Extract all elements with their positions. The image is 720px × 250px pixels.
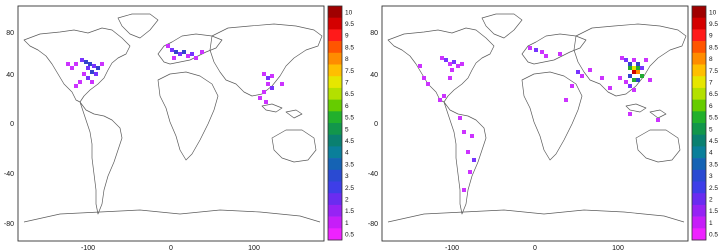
data-cell [628,74,632,78]
colorbar-swatch [328,205,342,217]
colorbar-swatch [328,228,342,240]
data-cell [190,52,194,56]
data-cell [644,58,648,62]
colorbar-swatch [328,193,342,205]
data-cell [182,50,186,54]
data-cell [438,98,442,102]
data-cell [258,96,262,100]
data-cell [86,76,90,80]
data-cell [178,52,182,56]
y-tick-label: 40 [370,72,378,79]
colorbar-tick-label: 3 [709,173,713,181]
colorbar-tick-label: 1.5 [709,208,719,216]
data-cell [82,72,86,76]
right-map-y-axis [368,30,378,228]
data-cell [624,80,628,84]
data-cell [636,66,640,70]
colorbar-tick-label: 10 [345,9,353,17]
data-cell [624,58,628,62]
colorbar-tick-label: 8.5 [709,44,719,52]
colorbar-swatch [692,41,706,53]
colorbar-swatch [328,100,342,112]
colorbar-swatch [692,29,706,41]
right-map-panel [368,6,688,250]
y-tick-label: -80 [367,221,378,228]
colorbar-tick-label: 9.5 [345,20,355,28]
left-map-y-axis [4,30,14,228]
y-tick-label: 0 [374,121,378,128]
colorbar-tick-label: 9.5 [709,20,719,28]
data-cell [640,66,644,70]
colorbar-swatch [328,18,342,30]
colorbar-tick-label: 3 [345,173,349,181]
data-cell [636,62,640,66]
data-cell [628,66,632,70]
data-cell [636,70,640,74]
colorbar-tick-label: 8 [709,56,713,64]
left-map-panel [4,6,324,250]
data-cell [70,66,74,70]
colorbar-swatch [692,205,706,217]
data-cell [88,62,92,66]
colorbar-tick-label: 5.5 [709,114,719,122]
data-cell [450,68,454,72]
data-cell [170,48,174,52]
data-cell [468,170,472,174]
data-cell [472,158,476,162]
colorbar-tick-label: 1.5 [345,208,355,216]
data-cell [632,78,636,82]
data-cell [540,50,544,54]
data-cell [86,66,90,70]
left-map-x-axis [81,245,260,250]
y-tick-label: 0 [10,121,14,128]
colorbar-swatch [328,158,342,170]
data-cell [280,82,284,86]
colorbar-tick-label: 5 [709,126,713,134]
x-tick-label: -100 [444,245,460,250]
colorbar-tick-label: 4.5 [709,137,719,145]
data-cell [448,76,452,80]
data-cell [618,76,622,80]
data-cell [264,100,268,104]
colorbar-tick-label: 2 [709,196,713,204]
data-cell [66,62,70,66]
y-tick-label: -40 [3,171,14,178]
data-cell [558,52,562,56]
x-tick-label: -100 [80,245,96,250]
colorbar-tick-label: 6.5 [709,91,719,99]
data-cell [534,48,538,52]
data-cell [632,66,636,70]
data-cell [166,44,170,48]
data-cell [426,82,430,86]
data-cell [80,58,84,62]
colorbar-swatch [328,217,342,229]
data-cell [580,74,584,78]
colorbar-swatch [692,100,706,112]
colorbar-tick-label: 2 [345,196,349,204]
colorbar-tick-label: 8.5 [345,44,355,52]
data-cell [528,46,532,50]
data-cell [90,70,94,74]
colorbar-swatch [692,76,706,88]
colorbar-swatch [328,135,342,147]
colorbar-swatch [328,170,342,182]
data-cell [266,82,270,86]
data-cell [608,86,612,90]
x-tick-label: 0 [533,245,537,250]
colorbar-tick-label: 0.5 [709,231,719,239]
colorbar-tick-label: 0.5 [345,231,355,239]
colorbar-swatch [328,65,342,77]
y-tick-label: -80 [3,221,14,228]
colorbar-swatch [692,228,706,240]
colorbar-tick-label: 5.5 [345,114,355,122]
colorbar-tick-label: 3.5 [709,161,719,169]
colorbar-tick-label: 7 [709,79,713,87]
data-cell [440,56,444,60]
data-cell [452,60,456,64]
data-cell [636,78,640,82]
y-tick-label: 80 [370,30,378,37]
data-cell [100,62,104,66]
colorbar-tick-label: 9 [345,32,349,40]
data-cell [628,62,632,66]
colorbar-tick-label: 6 [345,102,349,110]
data-cell [628,84,632,88]
colorbar-swatch [328,41,342,53]
data-cell [632,88,636,92]
data-cell [458,116,462,120]
data-cell [266,76,270,80]
data-cell [94,72,98,76]
colorbar-tick-label: 6.5 [345,91,355,99]
data-cell [628,112,632,116]
data-cell [270,74,274,78]
colorbar-swatch [328,88,342,100]
data-cell [470,134,474,138]
colorbar-tick-label: 2.5 [345,184,355,192]
data-cell [544,54,548,58]
data-cell [570,84,574,88]
data-cell [656,118,660,122]
colorbar-tick-label: 5 [345,126,349,134]
colorbar-swatch [692,65,706,77]
data-cell [74,84,78,88]
colorbar-swatch [692,53,706,65]
colorbar-tick-label: 8 [345,56,349,64]
colorbar-tick-label: 4 [709,149,713,157]
x-tick-label: 100 [612,245,624,250]
data-cell [262,72,266,76]
data-cell [92,64,96,68]
y-tick-label: 40 [6,72,14,79]
colorbar-swatch [692,217,706,229]
colorbar-swatch [328,29,342,41]
data-cell [96,66,100,70]
data-cell [418,64,422,68]
data-cell [576,70,580,74]
colorbar-tick-label: 1 [345,219,349,227]
data-cell [564,98,568,102]
data-cell [640,74,644,78]
colorbar-tick-label: 6 [709,102,713,110]
colorbar-swatch [692,182,706,194]
data-cell [588,68,592,72]
colorbar-swatch [328,6,342,18]
data-cell [462,130,466,134]
colorbar-swatch [692,123,706,135]
data-cell [632,70,636,74]
data-cell [174,50,178,54]
colorbar-tick-label: 3.5 [345,161,355,169]
colorbar-swatch [692,111,706,123]
data-cell [466,150,470,154]
colorbar-swatch [692,18,706,30]
data-cell [74,62,78,66]
colorbar-tick-label: 4.5 [345,137,355,145]
data-cell [456,64,460,68]
data-cell [186,54,190,58]
colorbar-swatch [692,135,706,147]
y-tick-label: 80 [6,30,14,37]
data-cell [90,80,94,84]
data-cell [422,76,426,80]
x-tick-label: 0 [169,245,173,250]
colorbar-swatch [328,111,342,123]
y-tick-label: -40 [367,171,378,178]
colorbar-swatch [328,53,342,65]
data-cell [262,90,266,94]
right-colorbar [692,6,718,240]
colorbar-tick-label: 10 [709,9,717,17]
colorbar-swatch [692,146,706,158]
data-cell [78,80,82,84]
data-cell [194,56,198,60]
data-cell [172,56,176,60]
data-cell [270,86,274,90]
data-cell [442,94,446,98]
data-cell [460,62,464,66]
colorbar-tick-label: 7.5 [345,67,355,75]
colorbar-tick-label: 4 [345,149,349,157]
colorbar-swatch [692,193,706,205]
left-colorbar [328,6,354,240]
colorbar-swatch [692,170,706,182]
data-cell [200,50,204,54]
colorbar-tick-label: 7.5 [709,67,719,75]
data-cell [632,58,636,62]
colorbar-swatch [692,88,706,100]
colorbar-tick-label: 9 [709,32,713,40]
colorbar-swatch [328,146,342,158]
data-cell [600,76,604,80]
data-cell [448,62,452,66]
colorbar-tick-label: 7 [345,79,349,87]
colorbar-tick-label: 2.5 [709,184,719,192]
data-cell [462,188,466,192]
x-tick-label: 100 [248,245,260,250]
colorbar-swatch [692,158,706,170]
data-cell [444,58,448,62]
right-map-x-axis [445,245,624,250]
colorbar-swatch [692,6,706,18]
colorbar-swatch [328,123,342,135]
data-cell [84,60,88,64]
colorbar-tick-label: 1 [709,219,713,227]
colorbar-swatch [328,182,342,194]
data-cell [648,78,652,82]
colorbar-swatch [328,76,342,88]
data-cell [620,56,624,60]
